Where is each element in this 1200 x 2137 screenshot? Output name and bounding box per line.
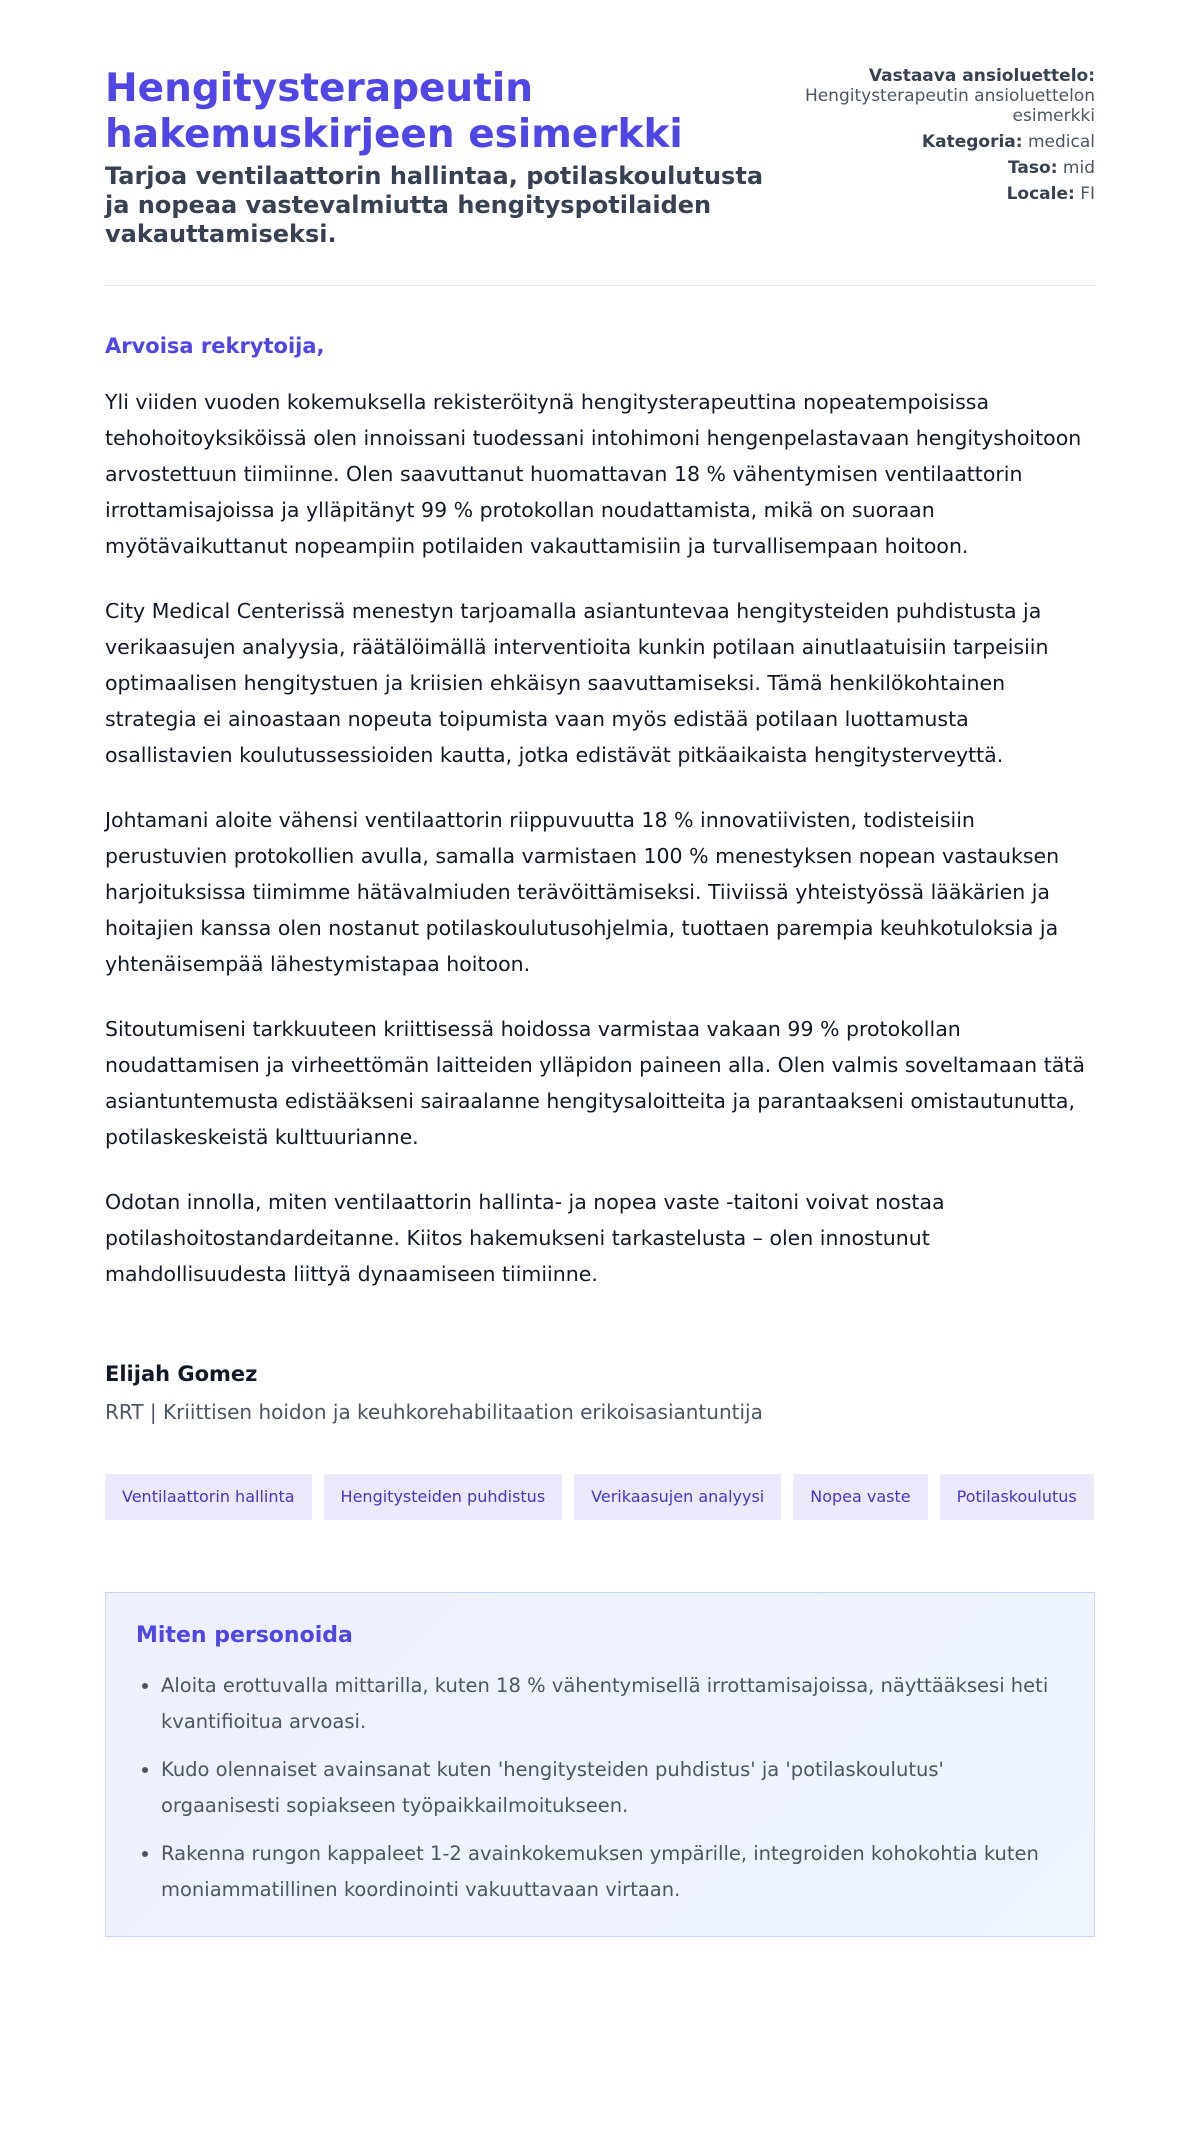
tip-item: • Kudo olennaiset avainsanat kuten 'hengitysteiden puhdistus' ja 'potilaskoulutus' orgaanisesti sopiakseen työpaikkailmoitukseen. — [161, 1752, 1064, 1824]
cover-letter-page — [105, 0, 1095, 1937]
skill-tag: Hengitysteiden puhdistus — [324, 1474, 563, 1520]
skill-tag: Nopea vaste — [793, 1474, 927, 1520]
tip-item: • Rakenna rungon kappaleet 1-2 avainkokemuksen ympärille, integroiden kohokohtia kuten moniammatillinen koordinointi vakuuttavaan virtaan. — [161, 1836, 1064, 1908]
meta-locale-label: Locale: — [1006, 184, 1075, 204]
letter-paragraph: Sitoutumiseni tarkkuuteen kriittisessä hoidossa varmistaa vakaan 99 % protokollan noudattamisen ja virheettömän laitteiden ylläpidon paineen alla. Olen valmis soveltamaan tätä asiantuntemusta edistääkseni sairaalanne hengitysaloitteita ja parantaakseni omistautunutta, potilaskeskeistä kulttuurianne. — [105, 1017, 1085, 1149]
meta-locale — [795, 184, 1095, 204]
page-subtitle: Tarjoa ventilaattorin hallintaa, potilaskoulutusta ja nopeaa vastevalmiutta hengityspotilaiden vakauttamiseksi. — [105, 162, 764, 248]
header-titles — [105, 66, 765, 249]
skill-tag: Ventilaattorin hallinta — [105, 1474, 312, 1520]
page-title: Hengitysterapeutin hakemuskirjeen esimerkki — [105, 66, 683, 157]
meta-category-label: Kategoria: — [921, 132, 1023, 152]
meta-resume-label: Vastaava ansioluettelo: — [868, 66, 1095, 86]
tips-list — [136, 1668, 1064, 1908]
signature-role: RRT | Kriittisen hoidon ja keuhkorehabilitaation erikoisasiantuntija — [105, 1400, 763, 1424]
letter-paragraph: Johtamani aloite vähensi ventilaattorin riippuvuutta 18 % innovatiivisten, todisteisiin perustuvien protokollien avulla, samalla varmistaen 100 % menestyksen nopean vastauksen harjoituksissa tiimimme hätävalmiuden terävöittämiseksi. Tiiviissä yhteistyössä lääkärien ja hoitajien kanssa olen nostanut potilaskoulutusohjelmia, tuottaen parempia keuhkotuloksia ja yhtenäisempää lähestymistapaa hoitoon. — [105, 808, 1060, 976]
meta-panel — [795, 66, 1095, 210]
tip-item: • Aloita erottuvalla mittarilla, kuten 18 % vähentymisellä irrottamisajoissa, näyttääksesi heti kvantifioitua arvoasi. — [161, 1668, 1064, 1740]
signature-name: Elijah Gomez — [105, 1362, 258, 1386]
meta-level-label: Taso: — [1008, 158, 1058, 178]
skill-tags — [105, 1474, 1095, 1520]
page-header — [105, 66, 1095, 286]
letter-greeting: Arvoisa rekrytoija, — [105, 334, 325, 358]
letter-paragraph: City Medical Centerissä menestyn tarjoamalla asiantuntevaa hengitysteiden puhdistusta ja verikaasujen analyysia, räätälöimällä interventioita kunkin potilaan ainutlaatuisiin tarpeisiin optimaalisen hengitystuen ja kriisien ehkäisyn saavuttamiseksi. Tämä henkilökohtainen strategia ei ainoastaan nopeuta toipumista vaan myös edistää potilaan luottamusta osallistavien koulutussessioiden kautta, jotka edistävät pitkäaikaista hengitysterveyttä. — [105, 599, 1049, 767]
meta-resume — [795, 66, 1095, 126]
meta-category-value: medical — [1027, 132, 1095, 152]
tips-title: Miten personoida — [136, 1623, 353, 1648]
meta-level — [795, 158, 1095, 178]
meta-resume-value: Hengitysterapeutin ansioluettelon esimerkki — [804, 86, 1095, 126]
letter-paragraph: Yli viiden vuoden kokemuksella rekisteröitynä hengitysterapeuttina nopeatempoisissa tehohoitoyksiköissä olen innoissani tuodessani intohimoni hengenpelastavaan hengityshoitoon arvostettuun tiimiinne. Olen saavuttanut huomattavan 18 % vähentymisen ventilaattorin irrottamisajoissa ja ylläpitänyt 99 % protokollan noudattamista, mikä on suoraan myötävaikuttanut nopeampiin potilaiden vakauttamisiin ja turvallisempaan hoitoon. — [105, 390, 1082, 558]
letter-body — [105, 384, 1095, 1292]
meta-locale-value: FI — [1080, 184, 1095, 204]
meta-category — [795, 132, 1095, 152]
skill-tag: Potilaskoulutus — [940, 1474, 1094, 1520]
personalization-tips-box — [105, 1592, 1095, 1937]
letter-paragraph: Odotan innolla, miten ventilaattorin hallinta- ja nopea vaste -taitoni voivat nostaa potilashoitostandardeitanne. Kiitos hakemukseni tarkastelusta – olen innostunut mahdollisuudesta liittyä dynaamiseen tiimiinne. — [105, 1190, 945, 1286]
skill-tag: Verikaasujen analyysi — [574, 1474, 781, 1520]
meta-level-value: mid — [1062, 158, 1095, 178]
